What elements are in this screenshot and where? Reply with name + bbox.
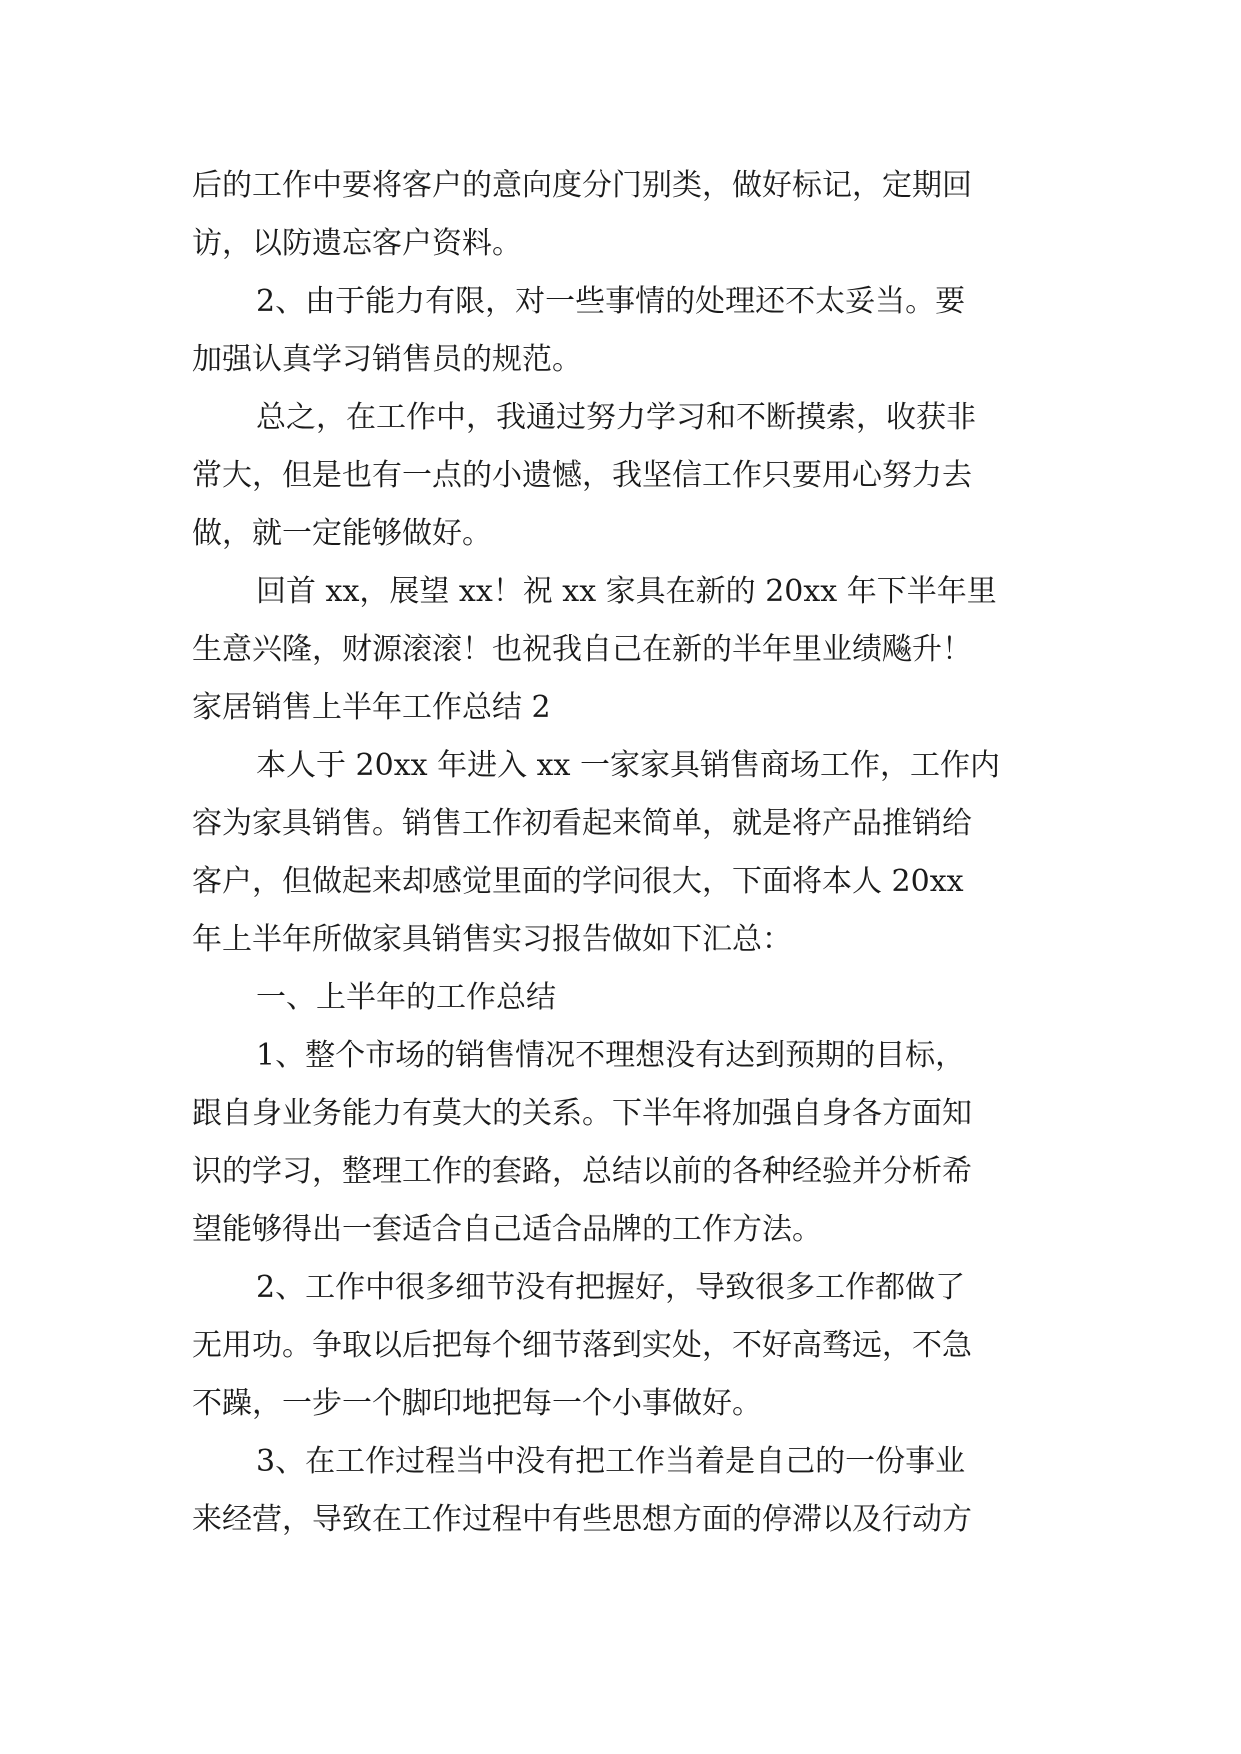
paragraph-start-line: 总之，在工作中，我通过努力学习和不断摸索，收获非 bbox=[256, 400, 976, 435]
text-line: 不躁，一步一个脚印地把每一个小事做好。 bbox=[192, 1386, 762, 1421]
paragraph-start-line: 本人于 20xx 年进入 xx 一家家具销售商场工作，工作内 bbox=[256, 748, 1000, 783]
paragraph-start-line: 回首 xx，展望 xx！祝 xx 家具在新的 20xx 年下半年里 bbox=[256, 574, 997, 609]
text-line: 生意兴隆，财源滚滚！也祝我自己在新的半年里业绩飚升！ bbox=[192, 632, 972, 667]
subsection-heading: 一、上半年的工作总结 bbox=[256, 980, 556, 1015]
paragraph-start-line: 1、整个市场的销售情况不理想没有达到预期的目标， bbox=[256, 1038, 966, 1073]
text-line: 望能够得出一套适合自己适合品牌的工作方法。 bbox=[192, 1212, 822, 1247]
text-line: 常大，但是也有一点的小遗憾，我坚信工作只要用心努力去 bbox=[192, 458, 972, 493]
text-line: 后的工作中要将客户的意向度分门别类，做好标记，定期回 bbox=[192, 168, 972, 203]
text-line: 做，就一定能够做好。 bbox=[192, 516, 492, 551]
text-line: 客户，但做起来却感觉里面的学问很大，下面将本人 20xx bbox=[192, 864, 964, 899]
text-line: 来经营，导致在工作过程中有些思想方面的停滞以及行动方 bbox=[192, 1502, 972, 1537]
text-line: 识的学习，整理工作的套路，总结以前的各种经验并分析希 bbox=[192, 1154, 972, 1189]
text-line: 无用功。争取以后把每个细节落到实处，不好高骛远，不急 bbox=[192, 1328, 972, 1363]
text-line: 访，以防遗忘客户资料。 bbox=[192, 226, 522, 261]
text-line: 年上半年所做家具销售实习报告做如下汇总： bbox=[192, 922, 792, 957]
text-line: 跟自身业务能力有莫大的关系。下半年将加强自身各方面知 bbox=[192, 1096, 972, 1131]
section-heading: 家居销售上半年工作总结 2 bbox=[192, 690, 551, 725]
paragraph-start-line: 2、工作中很多细节没有把握好，导致很多工作都做了 bbox=[256, 1270, 966, 1305]
text-line: 容为家具销售。销售工作初看起来简单，就是将产品推销给 bbox=[192, 806, 972, 841]
paragraph-start-line: 2、由于能力有限，对一些事情的处理还不太妥当。要 bbox=[256, 284, 966, 319]
paragraph-start-line: 3、在工作过程当中没有把工作当着是自己的一份事业 bbox=[256, 1444, 966, 1479]
text-line: 加强认真学习销售员的规范。 bbox=[192, 342, 582, 377]
